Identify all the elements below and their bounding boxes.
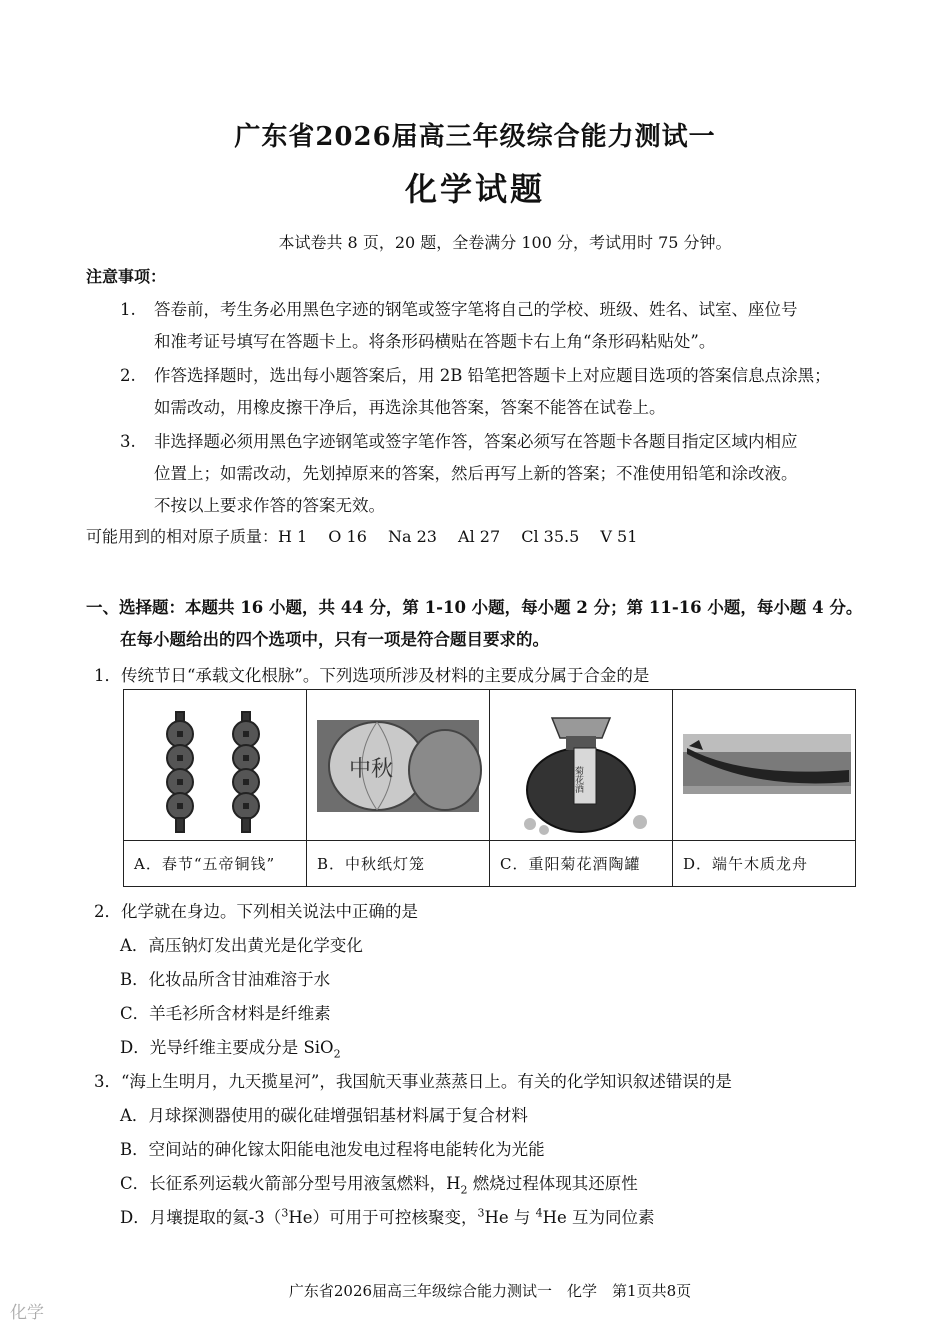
notice-line: 位置上；如需改动，先划掉原来的答案，然后再写上新的答案；不准使用铅笔和涂改液。 bbox=[154, 464, 798, 483]
paper-lantern-image bbox=[307, 690, 489, 840]
question-3-stem: 3．“海上生明月，九天揽星河”，我国航天事业蒸蒸日上。有关的化学知识叙述错误的是 bbox=[94, 1072, 732, 1091]
option-c-caption: C．重阳菊花酒陶罐 bbox=[490, 840, 672, 886]
option-d-cell bbox=[673, 690, 856, 887]
option-text: He）可用于可控核聚变， bbox=[288, 1208, 478, 1227]
dragon-boat-image bbox=[673, 690, 855, 840]
notice-line: 和准考证号填写在答题卡上。将条形码横贴在答题卡右上角“条形码粘贴处”。 bbox=[154, 332, 716, 351]
option-text: C．长征系列运载火箭部分型号用液氢燃料，H bbox=[120, 1174, 461, 1193]
page-footer: 广东省2026届高三年级综合能力测试一 化学 第1页共8页 bbox=[288, 1282, 692, 1300]
superscript: 4 bbox=[535, 1206, 543, 1220]
question-3-option-a: A．月球探测器使用的碳化硅增强铝基材料属于复合材料 bbox=[120, 1106, 528, 1125]
subscript: 2 bbox=[333, 1047, 341, 1061]
section-1-instruction: 在每小题给出的四个选项中，只有一项是符合题目要求的。 bbox=[120, 630, 549, 649]
option-c-cell bbox=[490, 690, 673, 887]
notice-line: 如需改动，用橡皮擦干净后，再选涂其他答案，答案不能答在试卷上。 bbox=[154, 398, 666, 417]
subject-title: 化学试题 bbox=[404, 170, 545, 208]
option-a-caption: A．春节“五帝铜钱” bbox=[124, 840, 306, 886]
jar-label-text: 菊花酒 bbox=[573, 766, 583, 793]
exam-title: 广东省2026届高三年级综合能力测试一 bbox=[234, 122, 716, 152]
notice-item-number: 1. bbox=[120, 300, 136, 319]
option-a-cell bbox=[124, 690, 307, 887]
lantern-text: 中秋 bbox=[349, 757, 394, 782]
question-2-option-c: C．羊毛衫所含材料是纤维素 bbox=[120, 1004, 331, 1023]
notice-item-number: 2. bbox=[120, 366, 136, 385]
section-1-heading: 一、选择题：本题共 16 小题，共 44 分，第 1-10 小题，每小题 2 分；第 11-16 小题，每小题 4 分。 bbox=[86, 598, 863, 617]
option-text: He 互为同位素 bbox=[542, 1208, 655, 1227]
question-1-stem: 1．传统节日“承载文化根脉”。下列选项所涉及材料的主要成分属于合金的是 bbox=[94, 666, 650, 685]
option-text: 燃烧过程体现其还原性 bbox=[467, 1174, 638, 1193]
wine-jar-image bbox=[490, 690, 672, 840]
question-3-option-b: B．空间站的砷化镓太阳能电池发电过程将电能转化为光能 bbox=[120, 1140, 545, 1159]
question-2-option-a: A．高压钠灯发出黄光是化学变化 bbox=[120, 936, 363, 955]
option-d-caption: D．端午木质龙舟 bbox=[673, 840, 855, 886]
option-text: He 与 bbox=[484, 1208, 536, 1227]
question-2-option-d bbox=[120, 1034, 341, 1060]
superscript: 3 bbox=[477, 1206, 485, 1220]
question-2-stem: 2．化学就在身边。下列相关说法中正确的是 bbox=[94, 902, 418, 921]
option-text: D．月壤提取的氦-3（ bbox=[120, 1208, 282, 1227]
coin-string-image bbox=[124, 690, 306, 840]
option-text: D．光导纤维主要成分是 SiO bbox=[120, 1038, 334, 1057]
option-b-cell bbox=[307, 690, 490, 887]
notice-heading: 注意事项： bbox=[86, 267, 167, 286]
question-3-option-c bbox=[120, 1170, 638, 1196]
notice-line: 不按以上要求作答的答案无效。 bbox=[154, 496, 385, 515]
exam-intro: 本试卷共 8 页，20 题，全卷满分 100 分，考试用时 75 分钟。 bbox=[278, 233, 732, 252]
superscript: 3 bbox=[281, 1206, 289, 1220]
atomic-masses: 可能用到的相对原子质量：H 1 O 16 Na 23 Al 27 Cl 35.5 V 51 bbox=[86, 527, 638, 546]
question-1-image-table bbox=[123, 689, 856, 887]
notice-line: 非选择题必须用黑色字迹钢笔或签字笔作答，答案必须写在答题卡各题目指定区域内相应 bbox=[154, 432, 798, 451]
question-2-option-b: B．化妆品所含甘油难溶于水 bbox=[120, 970, 331, 989]
question-3-option-d bbox=[120, 1204, 655, 1228]
notice-line: 作答选择题时，选出每小题答案后，用 2B 铅笔把答题卡上对应题目选项的答案信息点涂黑； bbox=[154, 366, 831, 385]
subscript: 2 bbox=[460, 1183, 468, 1197]
notice-item-number: 3. bbox=[120, 432, 136, 451]
watermark: 化学 bbox=[10, 1303, 44, 1323]
notice-line: 答卷前，考生务必用黑色字迹的钢笔或签字笔将自己的学校、班级、姓名、试室、座位号 bbox=[154, 300, 798, 319]
option-b-caption: B．中秋纸灯笼 bbox=[307, 840, 489, 886]
